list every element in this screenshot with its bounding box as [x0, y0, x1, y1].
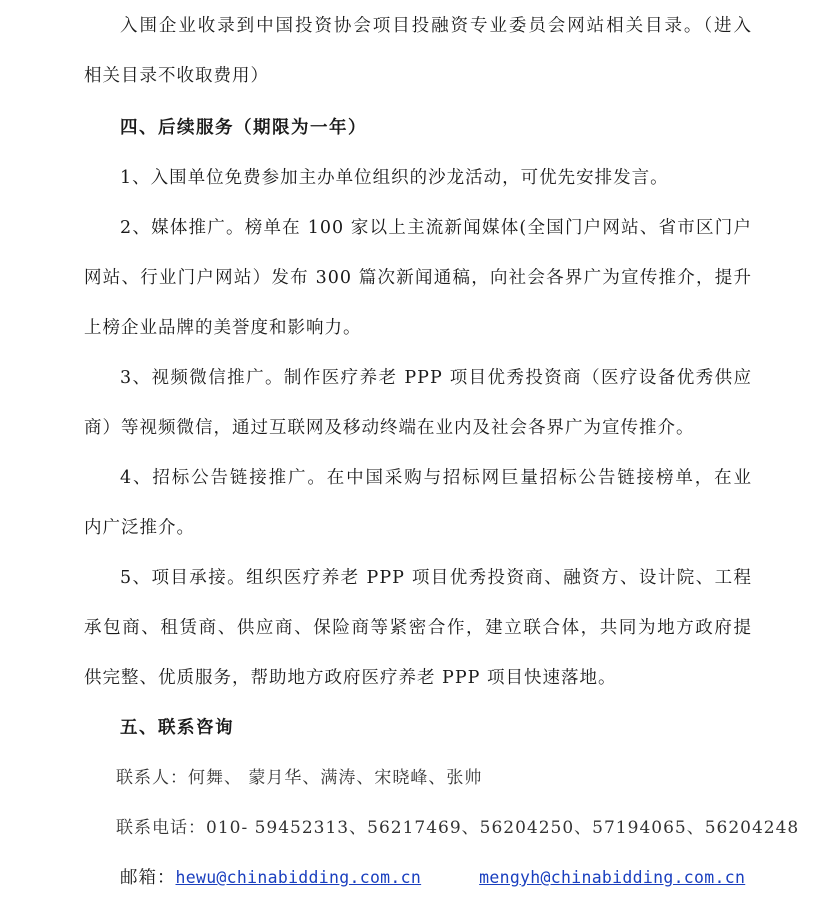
service-item-4-line-1: 4、招标公告链接推广。在中国采购与招标网巨量招标公告链接榜单，在业: [120, 468, 752, 488]
service-item-2-line-2: 网站、行业门户网站）发布 300 篇次新闻通稿，向社会各界广为宣传推介，提升: [84, 268, 752, 288]
contact-email-row: [120, 866, 745, 890]
service-item-2-line-1: 2、媒体推广。榜单在 100 家以上主流新闻媒体(全国门户网站、省市区门户: [120, 218, 752, 238]
service-item-1: 1、入围单位免费参加主办单位组织的沙龙活动，可优先安排发言。: [120, 168, 669, 188]
email-label: 邮箱：: [120, 868, 176, 888]
service-item-4-line-2: 内广泛推介。: [84, 518, 195, 538]
section-5-heading: 五、联系咨询: [120, 718, 234, 738]
service-item-3-line-2: 商）等视频微信，通过互联网及移动终端在业内及社会各界广为宣传推介。: [84, 418, 695, 438]
service-item-5-line-2: 承包商、租赁商、供应商、保险商等紧密合作，建立联合体，共同为地方政府提: [84, 618, 752, 638]
service-item-2-line-3: 上榜企业品牌的美誉度和影响力。: [84, 318, 362, 338]
contact-phone: 联系电话：010- 59452313、56217469、56204250、57194065、56204248: [116, 818, 800, 838]
contact-persons: 联系人：何舞、 蒙月华、满涛、宋晓峰、张帅: [116, 768, 483, 788]
intro-line-1: 入围企业收录到中国投资协会项目投融资专业委员会网站相关目录。（进入: [120, 16, 752, 36]
section-4-heading: 四、后续服务（期限为一年）: [120, 118, 367, 138]
email-link-mengyh[interactable]: mengyh@chinabidding.com.cn: [479, 868, 746, 887]
service-item-5-line-1: 5、项目承接。组织医疗养老 PPP 项目优秀投资商、融资方、设计院、工程: [120, 568, 752, 588]
service-item-3-line-1: 3、视频微信推广。制作医疗养老 PPP 项目优秀投资商（医疗设备优秀供应: [120, 368, 752, 388]
intro-line-2: 相关目录不收取费用）: [84, 66, 269, 86]
service-item-5-line-3: 供完整、优质服务，帮助地方政府医疗养老 PPP 项目快速落地。: [84, 668, 617, 688]
email-link-hewu[interactable]: hewu@chinabidding.com.cn: [175, 868, 422, 887]
